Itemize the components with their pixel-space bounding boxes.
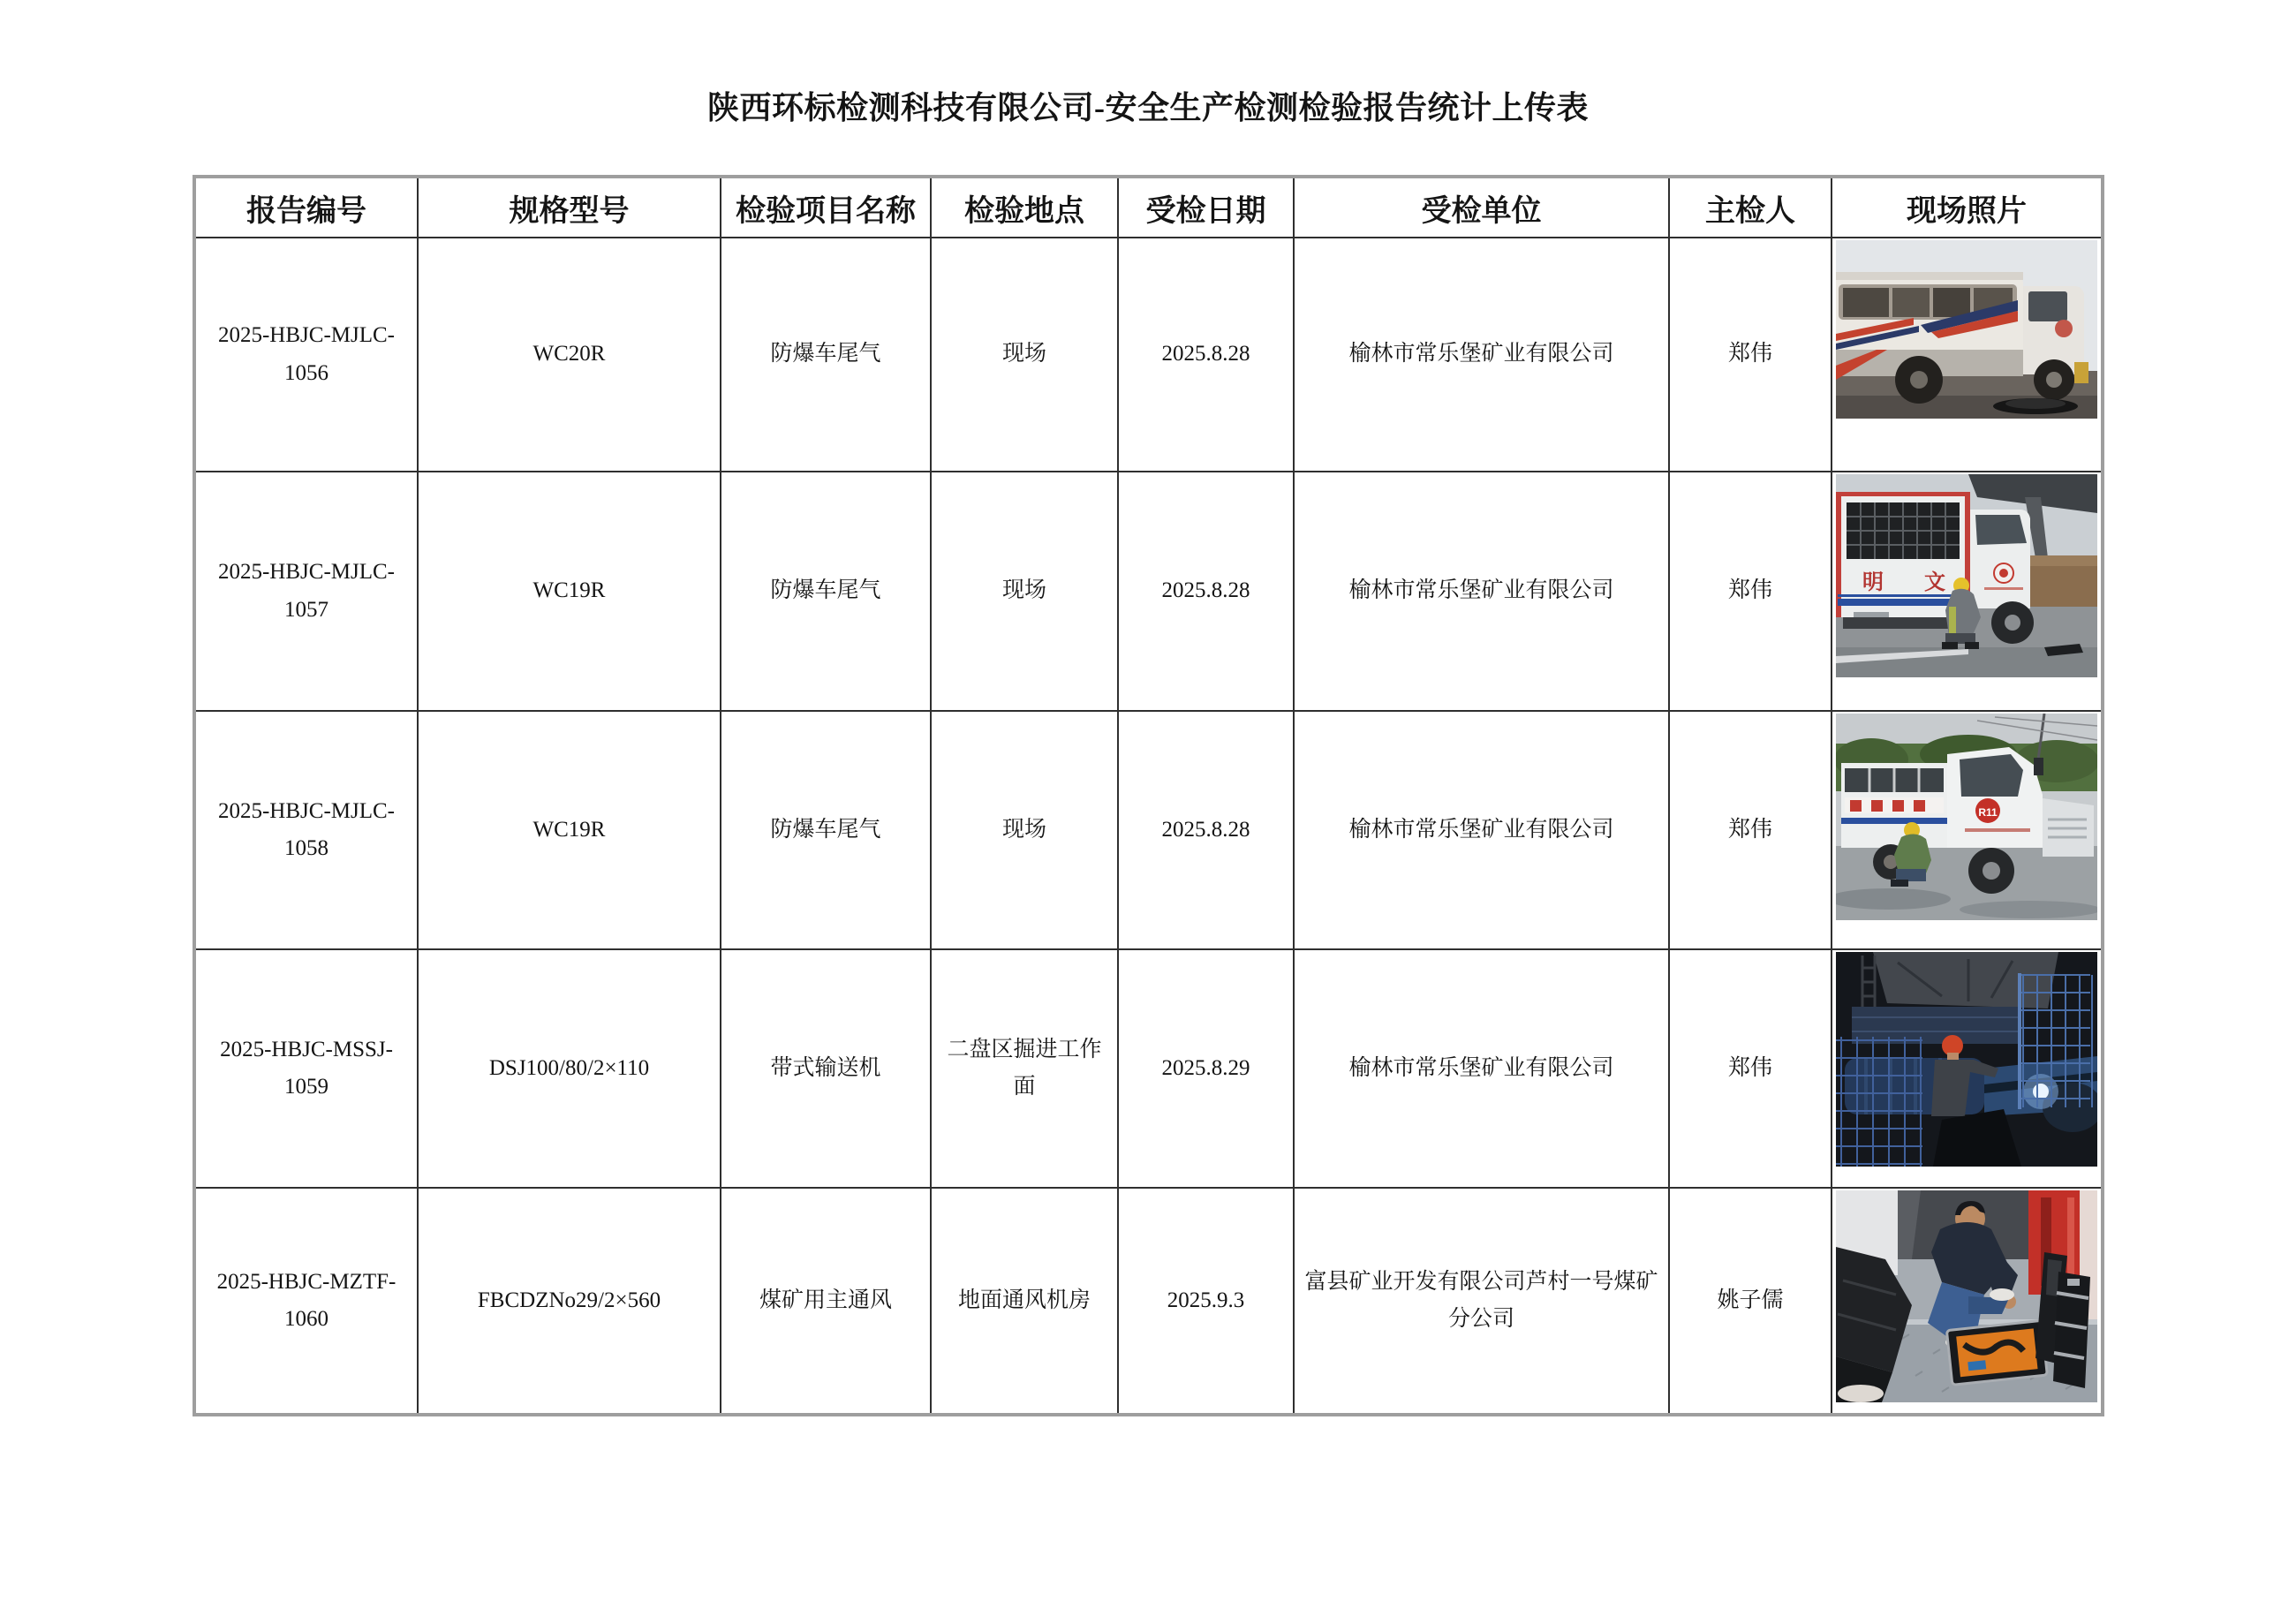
table-row: [194, 711, 2103, 949]
cell-photo: [1832, 238, 2103, 472]
report-table: [193, 175, 2104, 1416]
cell-report-no: 2025-HBJC-MZTF-1060: [194, 1188, 418, 1415]
photo-illustration-instrument-case: [1836, 1190, 2097, 1402]
cell-location: 现场: [931, 711, 1118, 949]
cell-photo: [1832, 472, 2103, 711]
photo-illustration-crew-truck: [1836, 714, 2097, 920]
cell-item: 煤矿用主通风: [721, 1188, 931, 1415]
page-title: 陕西环标检测科技有限公司-安全生产检测检验报告统计上传表: [707, 90, 1589, 125]
table-row: [194, 472, 2103, 711]
cell-report-no: 2025-HBJC-MJLC-1056: [194, 238, 418, 472]
cell-date: 2025.8.28: [1118, 238, 1294, 472]
cell-unit: 富县矿业开发有限公司芦村一号煤矿分公司: [1294, 1188, 1669, 1415]
table-row: [194, 1188, 2103, 1415]
column-header-date: 受检日期: [1118, 177, 1294, 238]
cell-report-no: 2025-HBJC-MJLC-1058: [194, 711, 418, 949]
site-photo-truck-rear-test: [1836, 474, 2097, 677]
cell-model: FBCDZNo29/2×560: [418, 1188, 721, 1415]
cell-photo: [1832, 949, 2103, 1188]
cell-item: 防爆车尾气: [721, 238, 931, 472]
cell-inspector: 郑伟: [1669, 472, 1832, 711]
site-photo-bus: [1836, 240, 2097, 419]
cell-model: WC19R: [418, 472, 721, 711]
cell-unit: 榆林市常乐堡矿业有限公司: [1294, 711, 1669, 949]
column-header-location: 检验地点: [931, 177, 1118, 238]
column-header-inspector: 主检人: [1669, 177, 1832, 238]
cell-item: 带式输送机: [721, 949, 931, 1188]
cell-location: 现场: [931, 238, 1118, 472]
site-photo-conveyor: [1836, 952, 2097, 1167]
header-row: [194, 177, 2103, 238]
cell-date: 2025.8.28: [1118, 711, 1294, 949]
cell-model: DSJ100/80/2×110: [418, 949, 721, 1188]
table-row: [194, 238, 2103, 472]
cell-unit: 榆林市常乐堡矿业有限公司: [1294, 949, 1669, 1188]
site-photo-crew-truck: [1836, 714, 2097, 920]
cell-report-no: 2025-HBJC-MJLC-1057: [194, 472, 418, 711]
table-row: [194, 949, 2103, 1188]
svg-text:R11: R11: [1978, 806, 1998, 819]
photo-illustration-conveyor: [1836, 952, 2097, 1167]
cell-model: WC20R: [418, 238, 721, 472]
column-header-model: 规格型号: [418, 177, 721, 238]
svg-text:明: 明: [1862, 571, 1884, 594]
cell-inspector: 郑伟: [1669, 711, 1832, 949]
photo-illustration-bus: [1836, 240, 2097, 419]
column-header-unit: 受检单位: [1294, 177, 1669, 238]
column-header-item: 检验项目名称: [721, 177, 931, 238]
site-photo-instrument-case: [1836, 1190, 2097, 1402]
photo-illustration-truck-rear-test: [1836, 474, 2097, 677]
cell-location: 地面通风机房: [931, 1188, 1118, 1415]
cell-inspector: 姚子儒: [1669, 1188, 1832, 1415]
cell-inspector: 郑伟: [1669, 949, 1832, 1188]
cell-date: 2025.8.29: [1118, 949, 1294, 1188]
cell-unit: 榆林市常乐堡矿业有限公司: [1294, 238, 1669, 472]
cell-model: WC19R: [418, 711, 721, 949]
cell-photo: [1832, 1188, 2103, 1415]
cell-location: 现场: [931, 472, 1118, 711]
cell-date: 2025.8.28: [1118, 472, 1294, 711]
column-header-report-no: 报告编号: [194, 177, 418, 238]
cell-item: 防爆车尾气: [721, 711, 931, 949]
cell-location: 二盘区掘进工作面: [931, 949, 1118, 1188]
cell-item: 防爆车尾气: [721, 472, 931, 711]
column-header-photo: 现场照片: [1832, 177, 2103, 238]
svg-text:文: 文: [1924, 571, 1945, 594]
cell-unit: 榆林市常乐堡矿业有限公司: [1294, 472, 1669, 711]
cell-photo: [1832, 711, 2103, 949]
cell-report-no: 2025-HBJC-MSSJ-1059: [194, 949, 418, 1188]
cell-date: 2025.9.3: [1118, 1188, 1294, 1415]
cell-inspector: 郑伟: [1669, 238, 1832, 472]
